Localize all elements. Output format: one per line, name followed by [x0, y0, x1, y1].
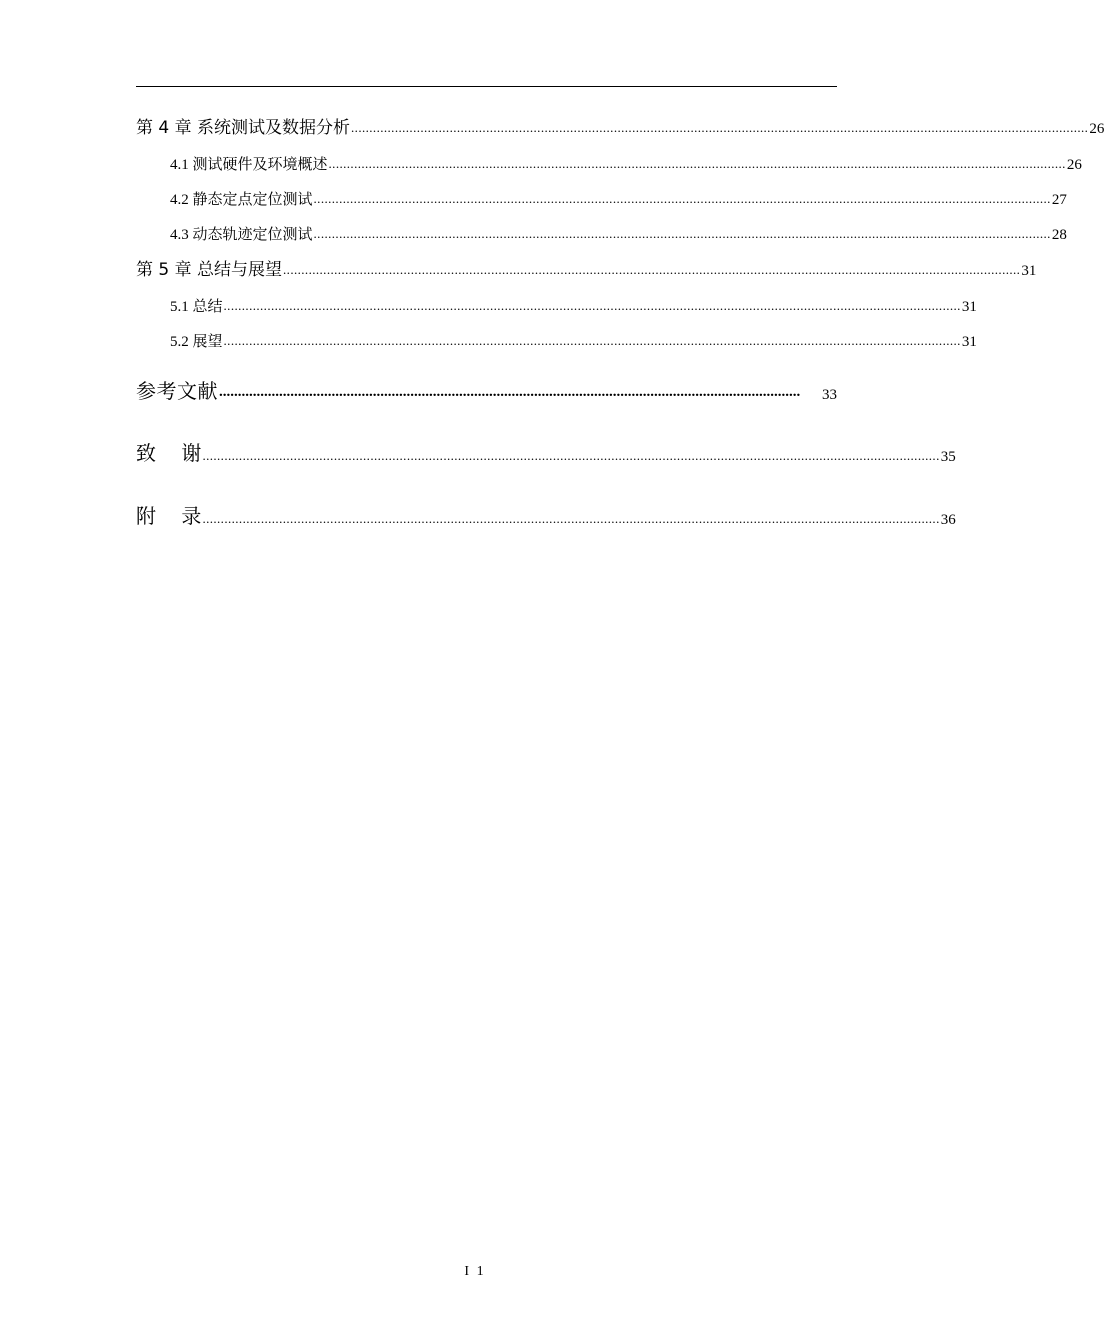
toc-entry-title: 5.1 总结	[170, 299, 223, 315]
toc-entry-title: 5.2 展望	[170, 334, 223, 350]
toc-entry-references[interactable]	[136, 376, 837, 404]
toc-entry-page: 36	[940, 512, 956, 528]
dot-leader: ..........................................................................................................................................................................................................	[351, 120, 1089, 135]
toc-entry-page: 31	[961, 334, 977, 350]
toc-entry-section-5-1[interactable]	[170, 292, 977, 316]
toc-entry-page: 33	[822, 387, 837, 403]
toc-entry-page: 31	[961, 299, 977, 315]
dot-leader: ..........................................................................................................................................................................................................	[283, 262, 1021, 277]
toc-entry-title: 致 谢	[136, 441, 202, 465]
toc-entry-chapter-5[interactable]	[136, 256, 1037, 280]
toc-entry-page: 31	[1021, 263, 1037, 279]
dot-leader: ..........................................................................................................................................................................................................	[202, 448, 940, 463]
dot-leader: ..........................................................................................................................................................................................................	[223, 333, 961, 348]
toc-entry-section-4-2[interactable]	[170, 185, 1067, 209]
dot-leader: ...........................................................................................................................................................	[219, 384, 801, 400]
dot-leader: ..........................................................................................................................................................................................................	[313, 191, 1051, 206]
toc-entry-page: 28	[1051, 227, 1067, 243]
toc-entry-title: 4.2 静态定点定位测试	[170, 192, 313, 208]
dot-leader: ..........................................................................................................................................................................................................	[202, 511, 940, 526]
toc-entry-title: 第 5 章 总结与展望	[136, 260, 283, 280]
toc-entry-title: 参考文献	[136, 379, 218, 403]
dot-leader: ..........................................................................................................................................................................................................	[313, 226, 1051, 241]
toc-entry-section-4-3[interactable]	[170, 220, 1067, 244]
toc-entry-page: 26	[1089, 121, 1104, 137]
page-number: I 1	[464, 1264, 486, 1279]
toc-entry-title: 4.3 动态轨迹定位测试	[170, 227, 313, 243]
toc-entry-appendix[interactable]	[136, 501, 956, 529]
dot-leader: ..........................................................................................................................................................................................................	[328, 156, 1066, 171]
toc-entry-title: 附 录	[136, 504, 202, 528]
header-rule	[136, 86, 837, 87]
toc-entry-title: 第 4 章 系统测试及数据分析	[136, 118, 351, 138]
toc-entry-title: 4.1 测试硬件及环境概述	[170, 157, 328, 173]
toc-entry-page: 26	[1066, 157, 1082, 173]
toc-entry-page: 35	[940, 449, 956, 465]
toc-entry-section-4-1[interactable]	[170, 150, 1082, 174]
toc-entry-acknowledgements[interactable]	[136, 438, 956, 466]
toc-entry-chapter-4[interactable]	[136, 114, 1104, 138]
toc-entry-section-5-2[interactable]	[170, 327, 977, 351]
dot-leader: ..........................................................................................................................................................................................................	[223, 298, 961, 313]
toc-entry-page: 27	[1051, 192, 1067, 208]
